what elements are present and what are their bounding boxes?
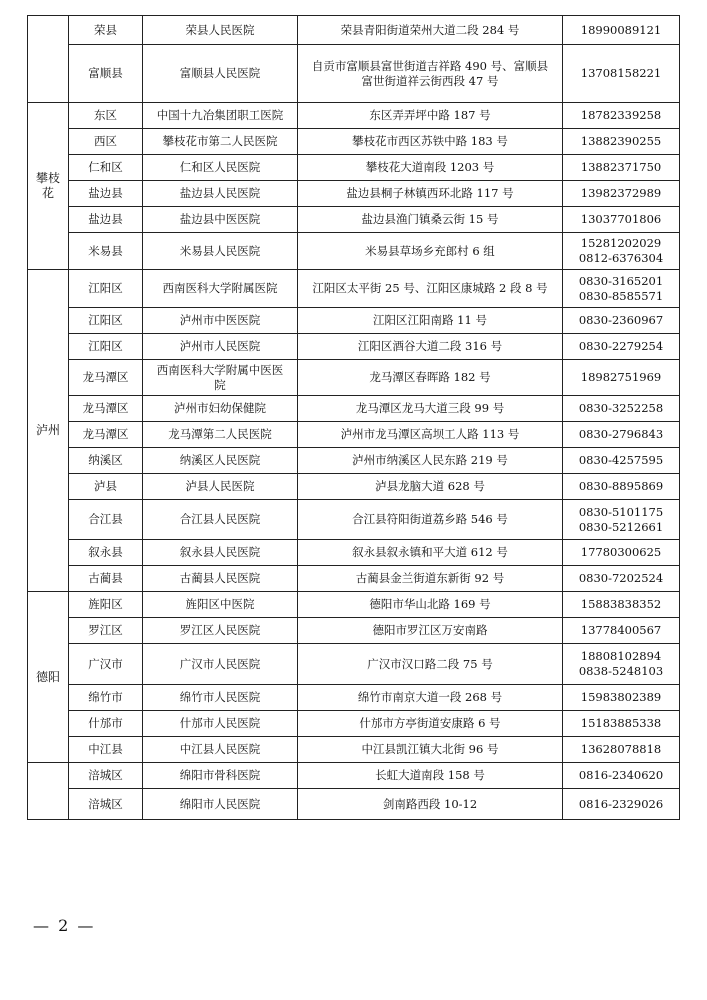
region-cell bbox=[28, 592, 69, 763]
address-cell bbox=[298, 566, 563, 592]
cell-line: 东区弄弄坪中路 187 号 bbox=[369, 108, 491, 122]
hospital-cell bbox=[143, 644, 298, 685]
cell-line: 0838-5248103 bbox=[578, 664, 664, 678]
table-row bbox=[28, 711, 680, 737]
district-cell: 合江县 bbox=[69, 500, 143, 540]
address-cell bbox=[298, 474, 563, 500]
address-cell bbox=[298, 181, 563, 207]
district-cell: 江阳区 bbox=[69, 270, 143, 308]
hospital-cell bbox=[143, 16, 298, 45]
cell-line: 18982751969 bbox=[580, 370, 662, 384]
cell-line: 什邡市方亭街道安康路 6 号 bbox=[359, 716, 501, 730]
district-cell: 盐边县 bbox=[69, 207, 143, 233]
region-cell bbox=[28, 270, 69, 592]
cell-line: 0816-2329026 bbox=[578, 796, 664, 811]
phone-cell bbox=[563, 233, 680, 270]
cell-line: 泸州 bbox=[35, 423, 60, 437]
cell-line: 15883838352 bbox=[580, 597, 662, 611]
district-cell: 旌阳区 bbox=[69, 592, 143, 618]
hospital-cell bbox=[143, 129, 298, 155]
phone-cell bbox=[563, 448, 680, 474]
cell-line: 泸州市人民医院 bbox=[179, 339, 261, 353]
cell-line: 13628078818 bbox=[580, 742, 662, 756]
district-cell: 西区 bbox=[69, 129, 143, 155]
phone-cell bbox=[563, 155, 680, 181]
cell-line: 西南医科大学附属中医医 bbox=[156, 362, 284, 377]
phone-cell bbox=[563, 308, 680, 334]
hospital-cell bbox=[143, 592, 298, 618]
address-cell bbox=[298, 16, 563, 45]
page-number: — 2 — bbox=[33, 916, 96, 935]
district-cell: 泸县 bbox=[69, 474, 143, 500]
address-cell bbox=[298, 644, 563, 685]
phone-cell bbox=[563, 500, 680, 540]
address-cell bbox=[298, 360, 563, 396]
phone-cell bbox=[563, 360, 680, 396]
cell-line: 合江县符阳街道荔乡路 546 号 bbox=[352, 512, 508, 526]
district-cell: 米易县 bbox=[69, 233, 143, 270]
cell-line: 攀枝花市西区苏铁中路 183 号 bbox=[352, 134, 508, 148]
cell-line: 攀枝花市第二人民医院 bbox=[162, 134, 278, 148]
cell-line: 叙永县叙永镇和平大道 612 号 bbox=[352, 545, 508, 559]
hospital-cell bbox=[143, 207, 298, 233]
cell-line: 13882390255 bbox=[580, 134, 662, 148]
cell-line: 泸县人民医院 bbox=[185, 479, 255, 493]
table-row bbox=[28, 334, 680, 360]
district-cell: 涪城区 bbox=[69, 789, 143, 820]
cell-line: 18808102894 bbox=[580, 649, 662, 663]
district-cell: 龙马潭区 bbox=[69, 396, 143, 422]
cell-line: 剑南路西段 10-12 bbox=[382, 796, 478, 811]
hospital-cell bbox=[143, 396, 298, 422]
district-cell: 涪城区 bbox=[69, 763, 143, 789]
hospital-cell bbox=[143, 763, 298, 789]
cell-line: 龙马潭第二人民医院 bbox=[168, 427, 272, 441]
cell-line: 花 bbox=[41, 186, 54, 200]
cell-line: 中江县凯江镇大北街 96 号 bbox=[361, 742, 499, 756]
phone-cell bbox=[563, 685, 680, 711]
cell-line: 广汉市汉口路二段 75 号 bbox=[367, 656, 493, 671]
hospital-table-body bbox=[28, 16, 680, 820]
cell-line: 13982372989 bbox=[580, 186, 662, 200]
cell-line: 中江县人民医院 bbox=[179, 742, 261, 756]
cell-line: 盐边县人民医院 bbox=[179, 186, 261, 200]
cell-line: 盐边县渔门镇桑云街 15 号 bbox=[361, 212, 499, 226]
cell-line: 叙永县人民医院 bbox=[179, 545, 261, 559]
cell-line: 罗江区人民医院 bbox=[179, 623, 261, 637]
cell-line: 长虹大道南段 158 号 bbox=[375, 768, 485, 782]
address-cell bbox=[298, 334, 563, 360]
cell-line: 17780300625 bbox=[580, 545, 662, 559]
cell-line: 0830-5212661 bbox=[578, 519, 664, 534]
cell-line: 0812-6376304 bbox=[578, 251, 664, 265]
cell-line: 古蔺县人民医院 bbox=[179, 571, 261, 585]
address-cell bbox=[298, 155, 563, 181]
address-cell bbox=[298, 592, 563, 618]
hospital-table bbox=[27, 15, 680, 820]
table-row bbox=[28, 103, 680, 129]
cell-line: 富顺县人民医院 bbox=[179, 66, 261, 80]
cell-line: 泸州市中医医院 bbox=[179, 313, 261, 327]
district-cell: 仁和区 bbox=[69, 155, 143, 181]
cell-line: 西南医科大学附属医院 bbox=[162, 281, 278, 295]
table-row bbox=[28, 422, 680, 448]
hospital-cell bbox=[143, 308, 298, 334]
cell-line: 绵竹市人民医院 bbox=[179, 690, 261, 704]
cell-line: 18782339258 bbox=[580, 108, 662, 122]
cell-line: 15183885338 bbox=[580, 716, 662, 730]
phone-cell bbox=[563, 644, 680, 685]
address-cell bbox=[298, 540, 563, 566]
cell-line: 泸州市纳溪区人民东路 219 号 bbox=[352, 453, 508, 467]
address-cell bbox=[298, 270, 563, 308]
cell-line: 盐边县桐子林镇西环北路 117 号 bbox=[346, 186, 514, 200]
hospital-cell bbox=[143, 45, 298, 103]
address-cell bbox=[298, 685, 563, 711]
hospital-cell bbox=[143, 360, 298, 396]
phone-cell bbox=[563, 540, 680, 566]
table-row bbox=[28, 685, 680, 711]
cell-line: 德阳 bbox=[35, 669, 60, 684]
cell-line: 仁和区人民医院 bbox=[179, 160, 261, 174]
phone-cell bbox=[563, 103, 680, 129]
address-cell bbox=[298, 233, 563, 270]
hospital-cell bbox=[143, 448, 298, 474]
address-cell bbox=[298, 422, 563, 448]
cell-line: 0830-2360967 bbox=[578, 313, 664, 327]
cell-line: 泸县龙脑大道 628 号 bbox=[375, 479, 485, 493]
district-cell: 中江县 bbox=[69, 737, 143, 763]
phone-cell bbox=[563, 129, 680, 155]
hospital-cell bbox=[143, 566, 298, 592]
district-cell: 龙马潭区 bbox=[69, 360, 143, 396]
table-row bbox=[28, 129, 680, 155]
district-cell: 纳溪区 bbox=[69, 448, 143, 474]
cell-line: 0830-2279254 bbox=[578, 339, 664, 353]
cell-line: 院 bbox=[214, 377, 226, 392]
cell-line: 荣县人民医院 bbox=[185, 22, 255, 37]
district-cell: 什邡市 bbox=[69, 711, 143, 737]
region-cell bbox=[28, 103, 69, 270]
table-row bbox=[28, 181, 680, 207]
hospital-cell bbox=[143, 474, 298, 500]
cell-line: 富世街道祥云街西段 47 号 bbox=[361, 73, 499, 88]
table-row bbox=[28, 566, 680, 592]
table-row bbox=[28, 592, 680, 618]
table-row bbox=[28, 233, 680, 270]
hospital-cell bbox=[143, 181, 298, 207]
table-row bbox=[28, 45, 680, 103]
address-cell bbox=[298, 789, 563, 820]
cell-line: 自贡市富顺县富世街道吉祥路 490 号、富顺县 bbox=[311, 58, 549, 73]
table-row bbox=[28, 789, 680, 820]
cell-line: 荣县青阳街道荣州大道二段 284 号 bbox=[340, 22, 520, 37]
address-cell bbox=[298, 103, 563, 129]
phone-cell bbox=[563, 618, 680, 644]
table-row bbox=[28, 207, 680, 233]
table-row bbox=[28, 16, 680, 45]
address-cell bbox=[298, 618, 563, 644]
hospital-cell bbox=[143, 233, 298, 270]
cell-line: 0830-4257595 bbox=[578, 453, 664, 467]
table-row bbox=[28, 763, 680, 789]
district-cell: 东区 bbox=[69, 103, 143, 129]
address-cell bbox=[298, 500, 563, 540]
district-cell: 广汉市 bbox=[69, 644, 143, 685]
phone-cell bbox=[563, 592, 680, 618]
district-cell: 江阳区 bbox=[69, 334, 143, 360]
cell-line: 古蔺县金兰街道东新街 92 号 bbox=[355, 571, 505, 585]
cell-line: 泸州市妇幼保健院 bbox=[174, 401, 266, 415]
district-cell: 罗江区 bbox=[69, 618, 143, 644]
cell-line: 绵阳市人民医院 bbox=[179, 796, 261, 811]
cell-line: 绵阳市骨科医院 bbox=[179, 768, 261, 782]
table-row bbox=[28, 474, 680, 500]
address-cell bbox=[298, 129, 563, 155]
cell-line: 13882371750 bbox=[580, 160, 662, 174]
address-cell bbox=[298, 448, 563, 474]
district-cell: 古蔺县 bbox=[69, 566, 143, 592]
cell-line: 江阳区酒谷大道二段 316 号 bbox=[357, 339, 503, 353]
cell-line: 江阳区太平街 25 号、江阳区康城路 2 段 8 号 bbox=[312, 281, 548, 295]
cell-line: 绵竹市南京大道一段 268 号 bbox=[357, 690, 503, 704]
cell-line: 0830-3252258 bbox=[578, 401, 664, 415]
hospital-cell bbox=[143, 711, 298, 737]
cell-line: 纳溪区人民医院 bbox=[179, 453, 261, 467]
phone-cell bbox=[563, 334, 680, 360]
table-row bbox=[28, 155, 680, 181]
table-row bbox=[28, 270, 680, 308]
phone-cell bbox=[563, 16, 680, 45]
table-row bbox=[28, 448, 680, 474]
address-cell bbox=[298, 207, 563, 233]
cell-line: 旌阳区中医院 bbox=[185, 597, 255, 611]
phone-cell bbox=[563, 566, 680, 592]
district-cell: 龙马潭区 bbox=[69, 422, 143, 448]
address-cell bbox=[298, 763, 563, 789]
cell-line: 18990089121 bbox=[580, 22, 662, 37]
phone-cell bbox=[563, 45, 680, 103]
region-cell bbox=[28, 763, 69, 820]
cell-line: 0830-8585571 bbox=[578, 288, 664, 303]
table-row bbox=[28, 737, 680, 763]
district-cell: 富顺县 bbox=[69, 45, 143, 103]
table-row bbox=[28, 396, 680, 422]
address-cell bbox=[298, 396, 563, 422]
cell-line: 德阳市罗江区万安南路 bbox=[372, 623, 488, 637]
cell-line: 龙马潭区春晖路 182 号 bbox=[369, 370, 491, 384]
cell-line: 中国十九冶集团职工医院 bbox=[156, 108, 284, 122]
phone-cell bbox=[563, 711, 680, 737]
hospital-cell bbox=[143, 618, 298, 644]
cell-line: 德阳市华山北路 169 号 bbox=[369, 597, 491, 611]
phone-cell bbox=[563, 396, 680, 422]
hospital-cell bbox=[143, 103, 298, 129]
cell-line: 龙马潭区龙马大道三段 99 号 bbox=[355, 401, 505, 415]
hospital-cell bbox=[143, 500, 298, 540]
cell-line: 13037701806 bbox=[580, 212, 662, 226]
cell-line: 0830-3165201 bbox=[578, 273, 664, 288]
district-cell: 叙永县 bbox=[69, 540, 143, 566]
cell-line: 15983802389 bbox=[580, 690, 662, 704]
table-row bbox=[28, 500, 680, 540]
cell-line: 0830-8895869 bbox=[578, 479, 664, 493]
hospital-cell bbox=[143, 155, 298, 181]
cell-line: 0830-2796843 bbox=[578, 427, 664, 441]
hospital-cell bbox=[143, 540, 298, 566]
cell-line: 15281202029 bbox=[580, 236, 662, 250]
cell-line: 13708158221 bbox=[580, 66, 662, 80]
address-cell bbox=[298, 308, 563, 334]
hospital-cell bbox=[143, 270, 298, 308]
cell-line: 合江县人民医院 bbox=[179, 512, 261, 526]
hospital-cell bbox=[143, 737, 298, 763]
address-cell bbox=[298, 737, 563, 763]
table-row bbox=[28, 360, 680, 396]
phone-cell bbox=[563, 181, 680, 207]
hospital-cell bbox=[143, 789, 298, 820]
cell-line: 泸州市龙马潭区高坝工人路 113 号 bbox=[340, 427, 520, 441]
cell-line: 米易县草场乡充郎村 6 组 bbox=[365, 243, 495, 258]
district-cell: 盐边县 bbox=[69, 181, 143, 207]
address-cell bbox=[298, 711, 563, 737]
cell-line: 广汉市人民医院 bbox=[179, 656, 261, 671]
cell-line: 0816-2340620 bbox=[578, 768, 664, 782]
hospital-cell bbox=[143, 422, 298, 448]
cell-line: 13778400567 bbox=[580, 623, 662, 637]
cell-line: 米易县人民医院 bbox=[179, 243, 261, 258]
address-cell bbox=[298, 45, 563, 103]
hospital-cell bbox=[143, 685, 298, 711]
district-cell: 江阳区 bbox=[69, 308, 143, 334]
phone-cell bbox=[563, 270, 680, 308]
cell-line: 0830-7202524 bbox=[578, 571, 664, 585]
phone-cell bbox=[563, 737, 680, 763]
cell-line: 江阳区江阳南路 11 号 bbox=[373, 313, 487, 327]
cell-line: 盐边县中医医院 bbox=[179, 212, 261, 226]
table-row bbox=[28, 540, 680, 566]
phone-cell bbox=[563, 763, 680, 789]
cell-line: 攀枝 bbox=[35, 171, 60, 185]
phone-cell bbox=[563, 207, 680, 233]
hospital-cell bbox=[143, 334, 298, 360]
table-row bbox=[28, 644, 680, 685]
cell-line: 0830-5101175 bbox=[578, 504, 664, 519]
district-cell: 荣县 bbox=[69, 16, 143, 45]
table-row bbox=[28, 308, 680, 334]
region-cell bbox=[28, 16, 69, 103]
phone-cell bbox=[563, 474, 680, 500]
cell-line: 什邡市人民医院 bbox=[179, 716, 261, 730]
phone-cell bbox=[563, 422, 680, 448]
district-cell: 绵竹市 bbox=[69, 685, 143, 711]
table-row bbox=[28, 618, 680, 644]
phone-cell bbox=[563, 789, 680, 820]
cell-line: 攀枝花大道南段 1203 号 bbox=[365, 160, 495, 174]
